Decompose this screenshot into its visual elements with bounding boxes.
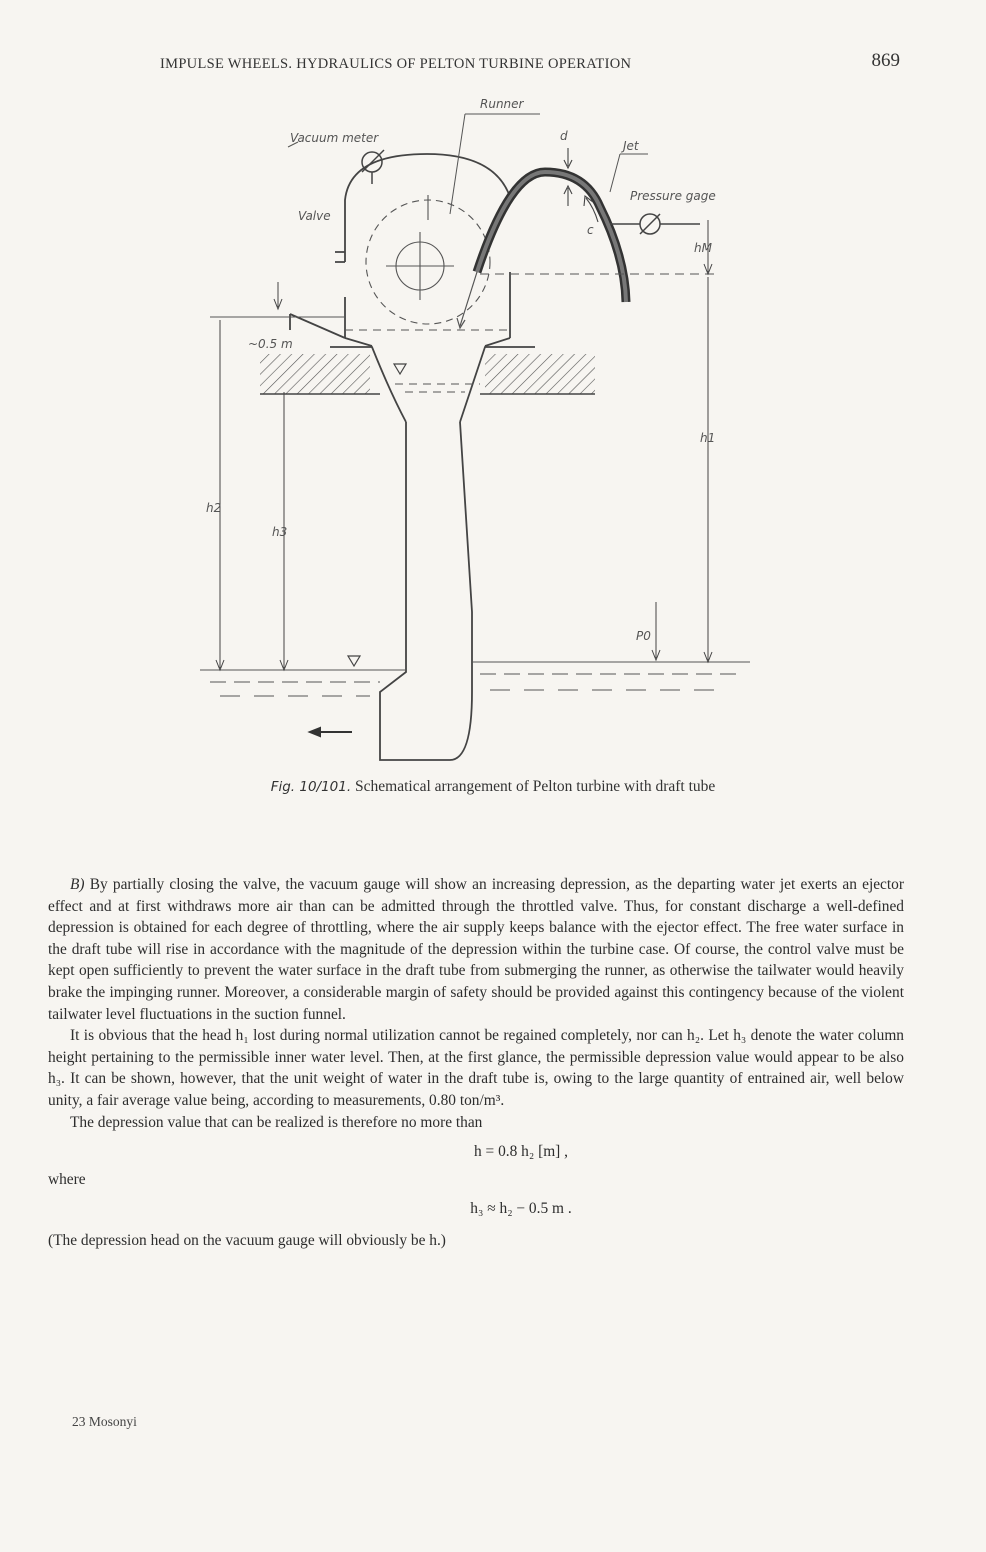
turbine-housing <box>290 154 535 760</box>
pelton-diagram <box>180 92 780 772</box>
water-level-markers <box>348 364 406 666</box>
label-c: c <box>587 223 594 237</box>
paragraph-3: The depression value that can be realized is therefore no more than <box>70 1113 483 1131</box>
figure-caption <box>0 778 986 796</box>
footer-signature: 23 Mosonyi <box>72 1414 137 1429</box>
label-hM: hM <box>694 241 712 255</box>
label-valve: Valve <box>298 209 331 223</box>
page-number: 869 <box>871 50 900 71</box>
jet-pipe <box>457 172 626 328</box>
pressure-gage-icon <box>610 214 700 234</box>
where-label: where <box>48 1170 86 1188</box>
label-h2: h2 <box>206 501 222 515</box>
label-runner: Runner <box>480 97 524 111</box>
paragraph-4: (The depression head on the vacuum gauge will obviously be h.) <box>48 1231 446 1249</box>
label-h1: h1 <box>700 431 716 445</box>
label-jet: Jet <box>623 139 639 153</box>
paragraph-b <box>48 874 904 1025</box>
label-half-meter: ~0.5 m <box>248 337 293 351</box>
equation-2: h₃ ≈ h₂ − 0.5 m . <box>470 1200 572 1218</box>
label-h3: h3 <box>272 525 288 539</box>
paragraph-b-text: By partially closing the valve, the vacuum gauge will show an increasing depression, as the departing water jet exerts an ejector effect and at first withdraws more air than can be admitted through the throttled valve. Thus, for constant discharge a well-defined depression is obtained for each degree of throttling, where the air supply keeps balance with the ejector effect. The free water surface in the draft tube will rise in accordance with the magnitude of the depression within the turbine case. Of course, the control valve must be kept open sufficiently to prevent the water surface in the draft tube from submerging the runner, as otherwise the tailwater would heavily brake the impinging runner. Moreover, a considerable margin of safety should be provided against this contingency because of the violent tailwater level fluctuations in the suction funnel. <box>48 876 904 1023</box>
label-pressure-gage: Pressure gage <box>630 189 716 203</box>
equation-1: h = 0.8 h₂ [m] , <box>474 1143 568 1161</box>
running-title: IMPULSE WHEELS. HYDRAULICS OF PELTON TURBINE OPERATION <box>160 56 632 72</box>
label-p0: P0 <box>636 629 651 643</box>
paragraph-label: B) <box>70 876 85 893</box>
label-vacuum-meter: Vacuum meter <box>290 131 379 145</box>
figure-caption-text: Schematical arrangement of Pelton turbine with draft tube <box>355 778 716 795</box>
outflow-arrow-icon <box>310 728 352 736</box>
paragraph-2: It is obvious that the head h₁ lost during normal utilization cannot be regained completely, nor can h₂. Let h₃ denote the water column height pertaining to the permissible inner water level. Then, at the first glance, the permissible depression value would appear to be also h₃. It can be shown, however, that the unit weight of water in the draft tube is, owing to the large quantity of entrained air, well below unity, a fair average value being, according to measurements, 0.80 ton/m³. <box>48 1027 904 1109</box>
body-text <box>48 874 904 1252</box>
pelton-turbine-figure <box>180 92 780 772</box>
dimension-lines <box>216 220 712 670</box>
runner-wheel <box>366 195 490 324</box>
ground-slab <box>260 354 595 394</box>
figure-number: Fig. 10/101. <box>270 779 352 795</box>
page-header <box>50 50 900 80</box>
label-d: d <box>560 129 568 143</box>
